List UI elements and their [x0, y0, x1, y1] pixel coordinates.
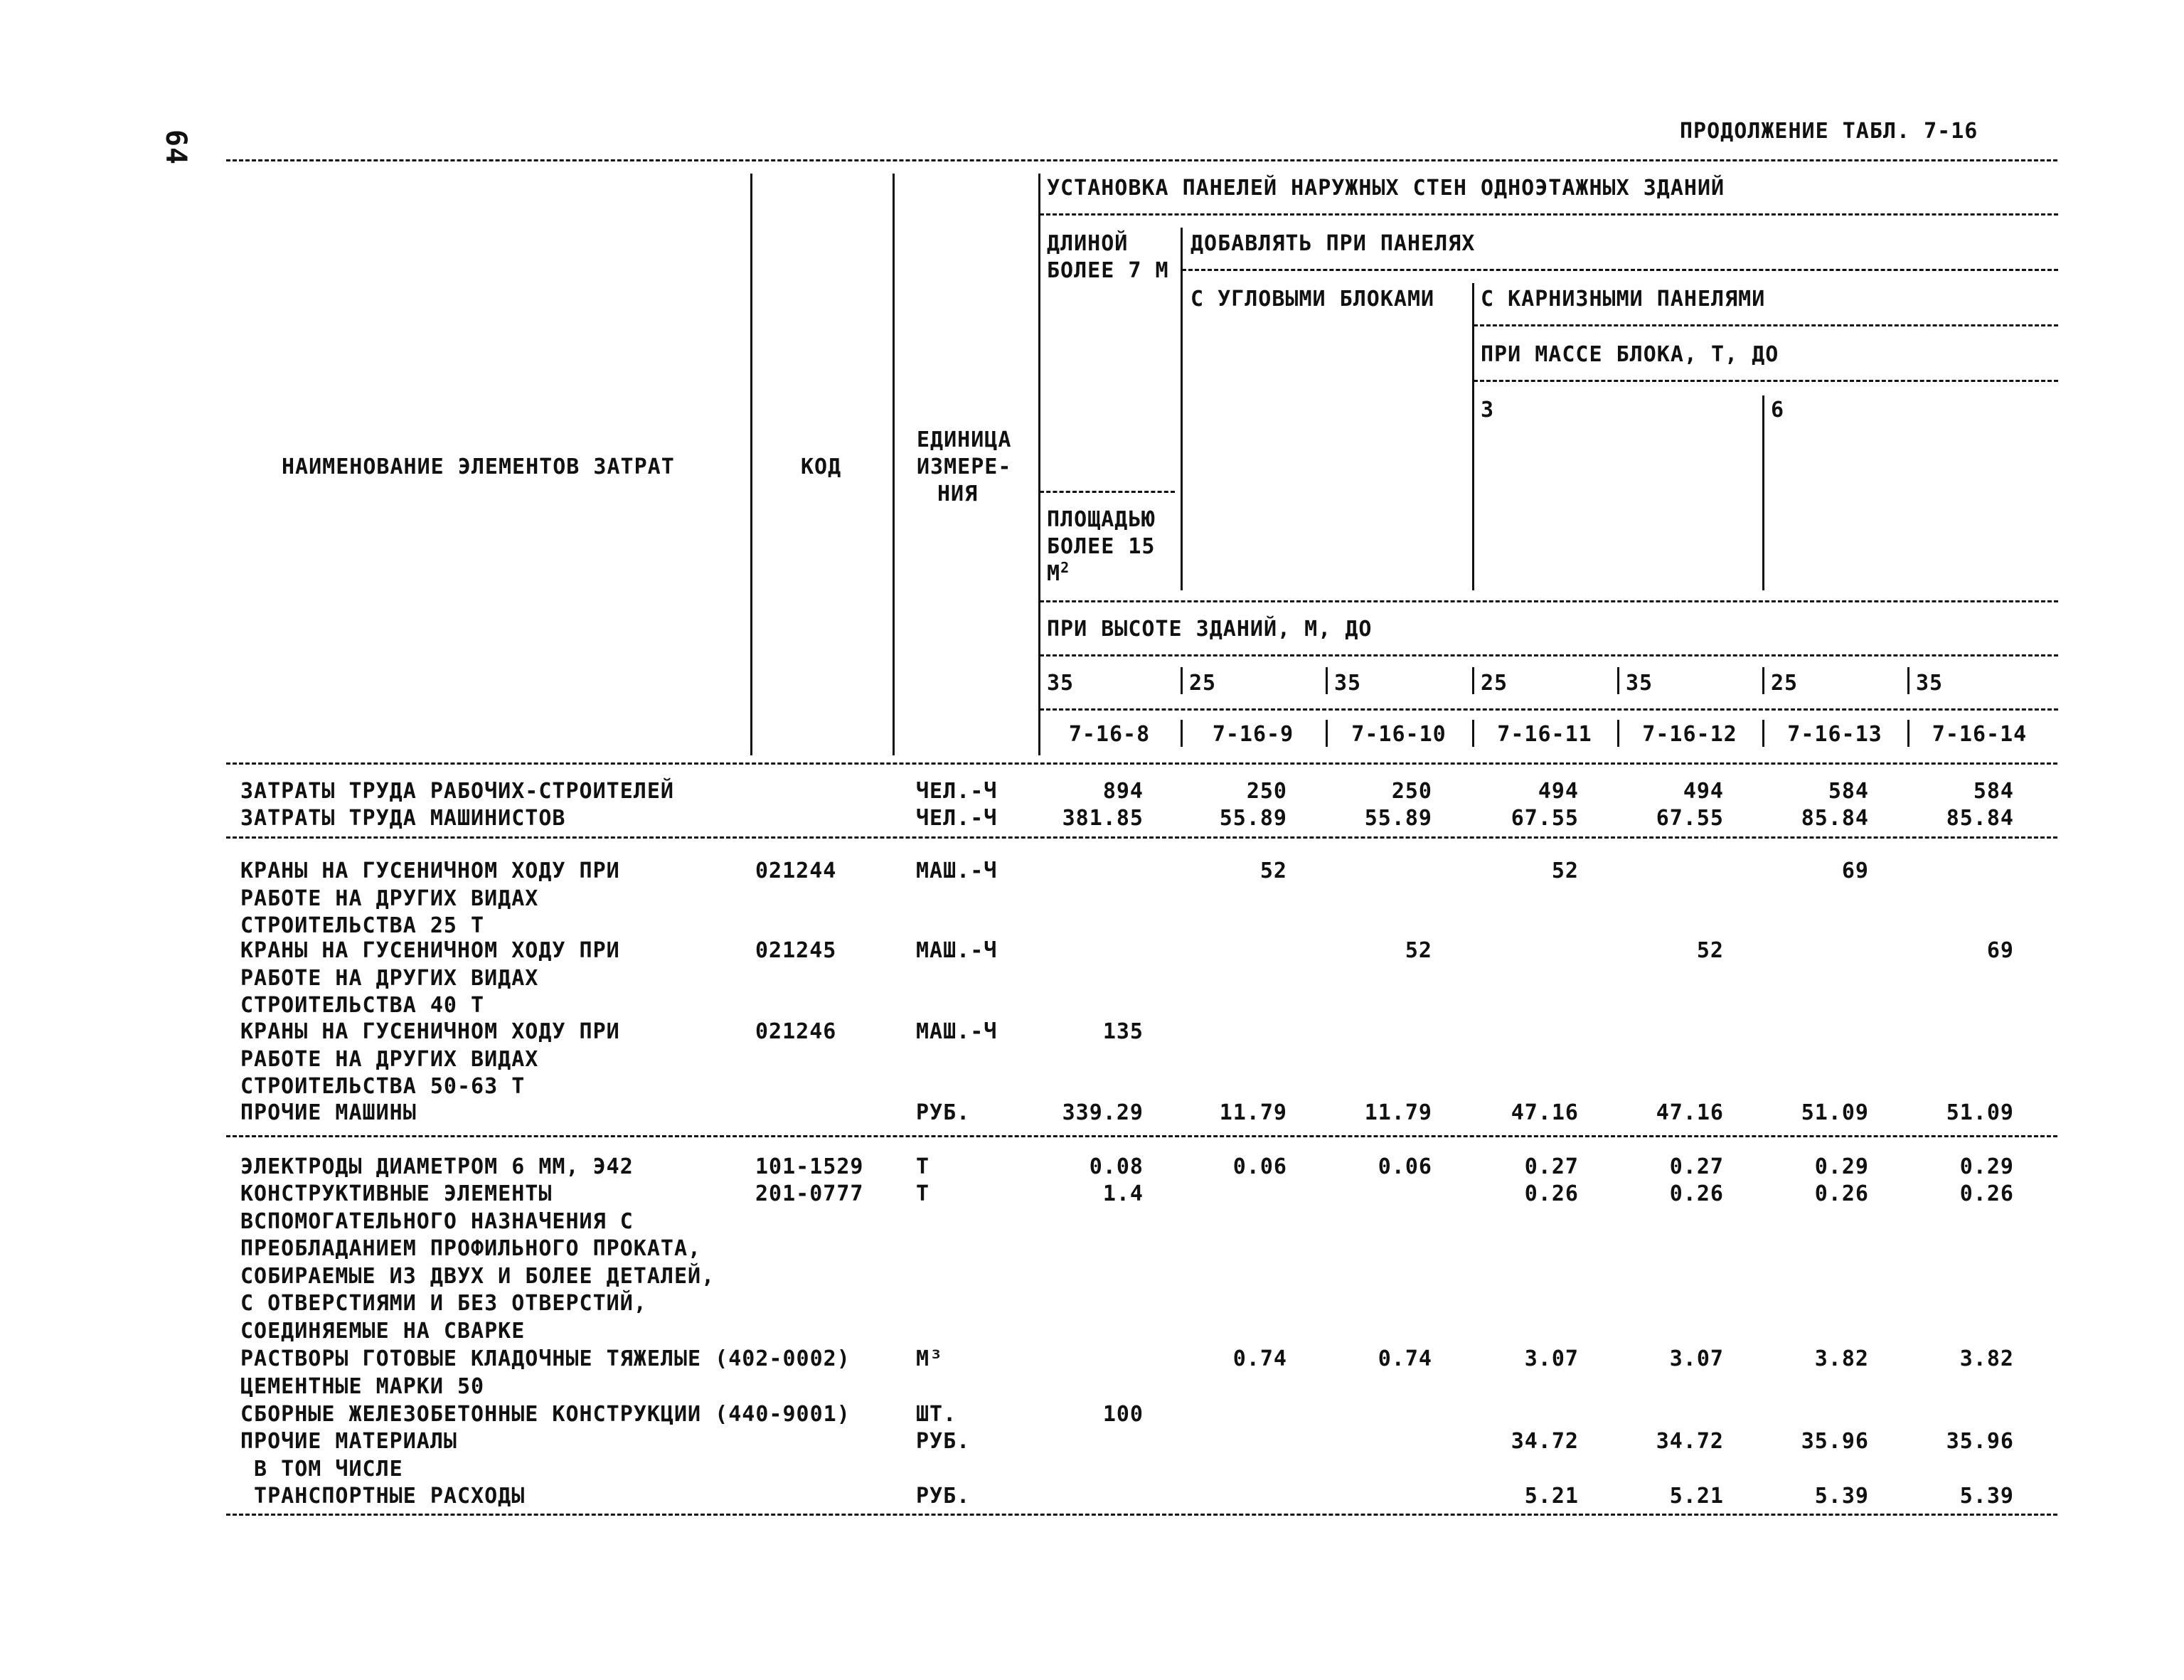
- row-code: 021246: [755, 1019, 837, 1044]
- height-value: 35: [1916, 671, 1944, 696]
- row-value: 894: [1102, 779, 1144, 804]
- row-name: ЗАТРАТЫ ТРУДА МАШИНИСТОВ: [240, 806, 566, 831]
- header-rule-4: [1474, 380, 2058, 382]
- row-name: КОНСТРУКТИВНЫЕ ЭЛЕМЕНТЫ: [240, 1181, 553, 1206]
- row-unit: МАШ.-Ч: [916, 938, 998, 963]
- divider-name-code: [750, 174, 752, 755]
- row-value: 67.55: [1656, 806, 1724, 831]
- header-area-3: $М^2$: [1047, 559, 1070, 586]
- row-name: СТРОИТЕЛЬСТВА 40 Т: [240, 993, 485, 1019]
- row-value: 5.39: [1959, 1484, 2014, 1509]
- row-value: 135: [1102, 1019, 1144, 1044]
- code-value: 7-16-8: [1068, 722, 1151, 747]
- height-value: 25: [1771, 671, 1799, 696]
- header-bottom-rule: [226, 762, 2057, 765]
- header-area-2: БОЛЕЕ 15: [1047, 534, 1156, 559]
- row-value: 5.39: [1814, 1484, 1869, 1509]
- row-name: ПРЕОБЛАДАНИЕМ ПРОФИЛЬНОГО ПРОКАТА,: [240, 1236, 702, 1262]
- row-value: 584: [1973, 779, 2014, 804]
- height-divider: [1907, 667, 1909, 694]
- row-unit: МАШ.-Ч: [916, 1019, 998, 1044]
- height-divider: [1762, 667, 1764, 694]
- height-divider: [1472, 667, 1474, 694]
- row-name: ЦЕМЕНТНЫЕ МАРКИ 50: [240, 1373, 485, 1399]
- height-value: 35: [1047, 671, 1075, 696]
- header-name: НАИМЕНОВАНИЕ ЭЛЕМЕНТОВ ЗАТРАТ: [282, 454, 675, 479]
- row-value: 0.26: [1959, 1181, 2014, 1206]
- row-name: КРАНЫ НА ГУСЕНИЧНОМ ХОДУ ПРИ: [240, 1019, 620, 1044]
- header-rule-3: [1474, 324, 2058, 326]
- row-value: 52: [1696, 938, 1724, 963]
- height-value: 25: [1189, 671, 1217, 696]
- header-rule-5: [1040, 600, 2058, 602]
- page-number: 64: [159, 129, 193, 166]
- row-value: 85.84: [1801, 806, 1869, 831]
- row-value: 3.82: [1959, 1346, 2014, 1371]
- row-value: 584: [1828, 779, 1869, 804]
- header-length-2: БОЛЕЕ 7 М: [1047, 258, 1169, 283]
- row-value: 69: [1986, 938, 2014, 963]
- header-add-title: ДОБАВЛЯТЬ ПРИ ПАНЕЛЯХ: [1190, 231, 1476, 256]
- row-name: КРАНЫ НА ГУСЕНИЧНОМ ХОДУ ПРИ: [240, 938, 620, 963]
- row-value: 339.29: [1062, 1100, 1144, 1125]
- row-value: 5.21: [1524, 1484, 1579, 1509]
- row-value: 11.79: [1219, 1100, 1287, 1125]
- row-name: РАБОТЕ НА ДРУГИХ ВИДАХ: [240, 886, 539, 911]
- code-value: 7-16-11: [1497, 722, 1592, 747]
- header-area-1: ПЛОЩАДЬЮ: [1047, 507, 1156, 532]
- row-name: РАСТВОРЫ ГОТОВЫЕ КЛАДОЧНЫЕ ТЯЖЕЛЫЕ (402-0002): [240, 1346, 851, 1371]
- divider-mass: [1762, 395, 1764, 590]
- continuation-title: ПРОДОЛЖЕНИЕ ТАБЛ. 7-16: [1680, 119, 1978, 144]
- row-name: ЗАТРАТЫ ТРУДА РАБОЧИХ-СТРОИТЕЛЕЙ: [240, 779, 674, 804]
- row-value: 3.07: [1669, 1346, 1724, 1371]
- row-value: 0.06: [1378, 1154, 1432, 1179]
- row-value: 3.82: [1814, 1346, 1869, 1371]
- row-value: 52: [1259, 858, 1287, 883]
- row-value: 35.96: [1946, 1429, 2014, 1454]
- row-name: СТРОИТЕЛЬСТВА 50-63 Т: [240, 1074, 526, 1100]
- header-unit-1: ЕДИНИЦА: [917, 427, 1012, 452]
- row-unit: ШТ.: [916, 1402, 957, 1427]
- row-value: 0.26: [1669, 1181, 1724, 1206]
- height-value: 25: [1481, 671, 1508, 696]
- bottom-rule: [226, 1514, 2057, 1516]
- row-value: 85.84: [1946, 806, 2014, 831]
- row-value: 34.72: [1511, 1429, 1579, 1454]
- row-name: СБОРНЫЕ ЖЕЛЕЗОБЕТОННЫЕ КОНСТРУКЦИИ (440-9001): [240, 1402, 851, 1427]
- height-divider: [1326, 667, 1328, 694]
- row-value: 250: [1246, 779, 1287, 804]
- row-value: 494: [1683, 779, 1724, 804]
- row-code: 021245: [755, 938, 837, 963]
- header-unit-2: ИЗМЕРЕ-: [917, 454, 1012, 479]
- row-value: 69: [1841, 858, 1869, 883]
- height-value: 35: [1334, 671, 1362, 696]
- section-rule-1: [226, 836, 2057, 839]
- row-unit: РУБ.: [916, 1484, 971, 1509]
- height-divider: [1617, 667, 1619, 694]
- height-divider: [1181, 667, 1183, 694]
- row-value: 0.74: [1232, 1346, 1287, 1371]
- row-value: 55.89: [1219, 806, 1287, 831]
- row-value: 52: [1405, 938, 1432, 963]
- row-name: ПРОЧИЕ МАШИНЫ: [240, 1100, 417, 1125]
- divider-code-unit: [893, 174, 895, 755]
- row-value: 11.79: [1364, 1100, 1432, 1125]
- header-height-title: ПРИ ВЫСОТЕ ЗДАНИЙ, М, ДО: [1047, 617, 1373, 642]
- row-name: СТРОИТЕЛЬСТВА 25 Т: [240, 913, 485, 939]
- divider-length-add: [1181, 228, 1183, 590]
- row-name: РАБОТЕ НА ДРУГИХ ВИДАХ: [240, 1046, 539, 1072]
- row-value: 47.16: [1511, 1100, 1579, 1125]
- row-unit: Т: [916, 1181, 930, 1206]
- row-code: 201-0777: [755, 1181, 864, 1206]
- row-name: ВСПОМОГАТЕЛЬНОГО НАЗНАЧЕНИЯ С: [240, 1208, 634, 1234]
- header-rule-1: [1040, 213, 2058, 216]
- header-mass-6: 6: [1771, 398, 1785, 422]
- header-main-title: УСТАНОВКА ПАНЕЛЕЙ НАРУЖНЫХ СТЕН ОДНОЭТАЖНЫХ ЗДАНИЙ: [1047, 176, 1725, 201]
- divider-corner-cornice: [1472, 283, 1474, 590]
- row-value: 0.06: [1232, 1154, 1287, 1179]
- row-value: 34.72: [1656, 1429, 1724, 1454]
- row-name: ПРОЧИЕ МАТЕРИАЛЫ: [240, 1429, 457, 1454]
- section-rule-2: [226, 1135, 2057, 1137]
- header-mass-3: 3: [1481, 398, 1495, 422]
- row-value: 0.27: [1669, 1154, 1724, 1179]
- header-length-1: ДЛИНОЙ: [1047, 231, 1129, 256]
- row-name: С ОТВЕРСТИЯМИ И БЕЗ ОТВЕРСТИЙ,: [240, 1291, 647, 1317]
- row-value: 35.96: [1801, 1429, 1869, 1454]
- row-unit: ЧЕЛ.-Ч: [916, 779, 998, 804]
- row-value: 67.55: [1511, 806, 1579, 831]
- row-value: 0.26: [1524, 1181, 1579, 1206]
- code-value: 7-16-10: [1351, 722, 1447, 747]
- row-unit: РУБ.: [916, 1100, 971, 1125]
- code-value: 7-16-12: [1642, 722, 1737, 747]
- header-rule-area: [1040, 491, 1175, 493]
- row-name: СОЕДИНЯЕМЫЕ НА СВАРКЕ: [240, 1319, 526, 1344]
- row-value: 55.89: [1364, 806, 1432, 831]
- row-unit: Т: [916, 1154, 930, 1179]
- row-value: 3.07: [1524, 1346, 1579, 1371]
- header-rule-2: [1182, 269, 2058, 271]
- header-cornice-panels: С КАРНИЗНЫМИ ПАНЕЛЯМИ: [1481, 287, 1766, 312]
- row-value: 381.85: [1062, 806, 1144, 831]
- row-value: 0.29: [1814, 1154, 1869, 1179]
- height-divider: [1038, 667, 1040, 694]
- row-unit: МАШ.-Ч: [916, 858, 998, 883]
- row-name: СОБИРАЕМЫЕ ИЗ ДВУХ И БОЛЕЕ ДЕТАЛЕЙ,: [240, 1263, 715, 1289]
- code-value: 7-16-14: [1932, 722, 2028, 747]
- row-value: 47.16: [1656, 1100, 1724, 1125]
- row-name: ЭЛЕКТРОДЫ ДИАМЕТРОМ 6 ММ, Э42: [240, 1154, 634, 1179]
- row-value: 0.74: [1378, 1346, 1432, 1371]
- top-rule: [226, 159, 2057, 161]
- row-code: 101-1529: [755, 1154, 864, 1179]
- row-unit: РУБ.: [916, 1429, 971, 1454]
- row-value: 0.29: [1959, 1154, 2014, 1179]
- row-value: 1.4: [1102, 1181, 1144, 1206]
- header-rule-6: [1040, 654, 2058, 656]
- header-rule-7: [1040, 708, 2058, 711]
- row-value: 494: [1538, 779, 1579, 804]
- row-unit: ЧЕЛ.-Ч: [916, 806, 998, 831]
- row-value: 100: [1102, 1402, 1144, 1427]
- header-block-mass: ПРИ МАССЕ БЛОКА, Т, ДО: [1481, 342, 1779, 367]
- header-unit-3: НИЯ: [937, 482, 979, 506]
- row-value: 51.09: [1946, 1100, 2014, 1125]
- header-corner-blocks: С УГЛОВЫМИ БЛОКАМИ: [1190, 287, 1435, 312]
- row-value: 0.26: [1814, 1181, 1869, 1206]
- row-name: ТРАНСПОРТНЫЕ РАСХОДЫ: [240, 1484, 526, 1509]
- row-name: КРАНЫ НА ГУСЕНИЧНОМ ХОДУ ПРИ: [240, 858, 620, 883]
- code-value: 7-16-9: [1212, 722, 1294, 747]
- row-name: РАБОТЕ НА ДРУГИХ ВИДАХ: [240, 965, 539, 991]
- row-code: 021244: [755, 858, 837, 883]
- header-code: КОД: [801, 454, 842, 479]
- height-value: 35: [1626, 671, 1653, 696]
- code-value: 7-16-13: [1787, 722, 1882, 747]
- row-value: 0.27: [1524, 1154, 1579, 1179]
- row-value: 0.08: [1089, 1154, 1144, 1179]
- row-value: 52: [1551, 858, 1579, 883]
- row-value: 250: [1391, 779, 1432, 804]
- row-name: В ТОМ ЧИСЛЕ: [240, 1456, 403, 1482]
- row-value: 5.21: [1669, 1484, 1724, 1509]
- row-unit: М³: [916, 1346, 944, 1371]
- row-value: 51.09: [1801, 1100, 1869, 1125]
